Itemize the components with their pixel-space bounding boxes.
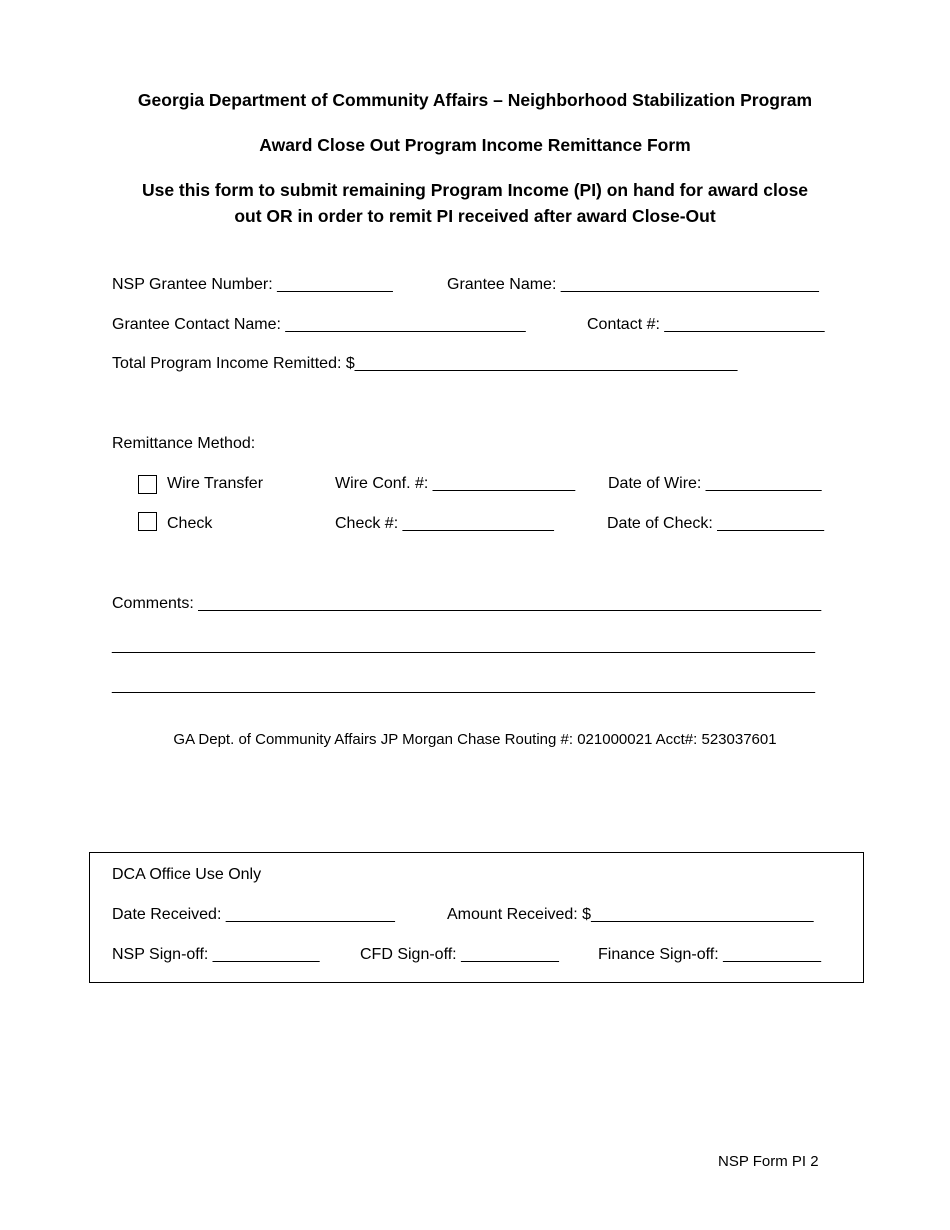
contact-name-field[interactable]: Grantee Contact Name: ___________________________ xyxy=(112,316,526,333)
office-use-title: DCA Office Use Only xyxy=(112,866,262,883)
cfd-signoff-field[interactable]: CFD Sign-off: ___________ xyxy=(360,946,559,963)
org-title: Georgia Department of Community Affairs – Neighborhood Stabilization Program xyxy=(137,90,813,110)
finance-signoff-field[interactable]: Finance Sign-off: ___________ xyxy=(598,946,821,963)
comments-line-3[interactable]: _______________________________________________________________________________ xyxy=(112,677,815,694)
instructions-line-1: Use this form to submit remaining Program Income (PI) on hand for award close xyxy=(141,180,809,200)
contact-number-field[interactable]: Contact #: __________________ xyxy=(587,316,825,333)
instructions-line-2: out OR in order to remit PI received after award Close-Out xyxy=(234,206,716,226)
check-checkbox[interactable] xyxy=(138,512,157,531)
wire-transfer-checkbox[interactable] xyxy=(138,475,157,494)
grantee-name-field[interactable]: Grantee Name: _____________________________ xyxy=(447,276,819,293)
date-received-field[interactable]: Date Received: ___________________ xyxy=(112,906,395,923)
remittance-method-label: Remittance Method: xyxy=(112,435,256,452)
comments-field[interactable]: Comments: ______________________________________________________________________ xyxy=(112,595,822,612)
grantee-number-field[interactable]: NSP Grantee Number: _____________ xyxy=(112,276,393,293)
check-date-field[interactable]: Date of Check: ____________ xyxy=(607,515,825,532)
wire-transfer-label: Wire Transfer xyxy=(167,475,264,492)
wire-conf-field[interactable]: Wire Conf. #: ________________ xyxy=(335,475,576,492)
wire-date-field[interactable]: Date of Wire: _____________ xyxy=(608,475,822,492)
total-program-income-field[interactable]: Total Program Income Remitted: $___________________________________________ xyxy=(112,355,738,372)
check-number-field[interactable]: Check #: _________________ xyxy=(335,515,554,532)
check-label: Check xyxy=(167,515,213,532)
bank-routing-info: GA Dept. of Community Affairs JP Morgan Chase Routing #: 021000021 Acct#: 523037601 xyxy=(173,731,777,748)
amount-received-field[interactable]: Amount Received: $_________________________ xyxy=(447,906,814,923)
form-id-label: NSP Form PI 2 xyxy=(718,1153,819,1170)
comments-line-2[interactable]: _______________________________________________________________________________ xyxy=(112,637,815,654)
form-title: Award Close Out Program Income Remittance Form xyxy=(259,135,691,155)
nsp-signoff-field[interactable]: NSP Sign-off: ____________ xyxy=(112,946,320,963)
